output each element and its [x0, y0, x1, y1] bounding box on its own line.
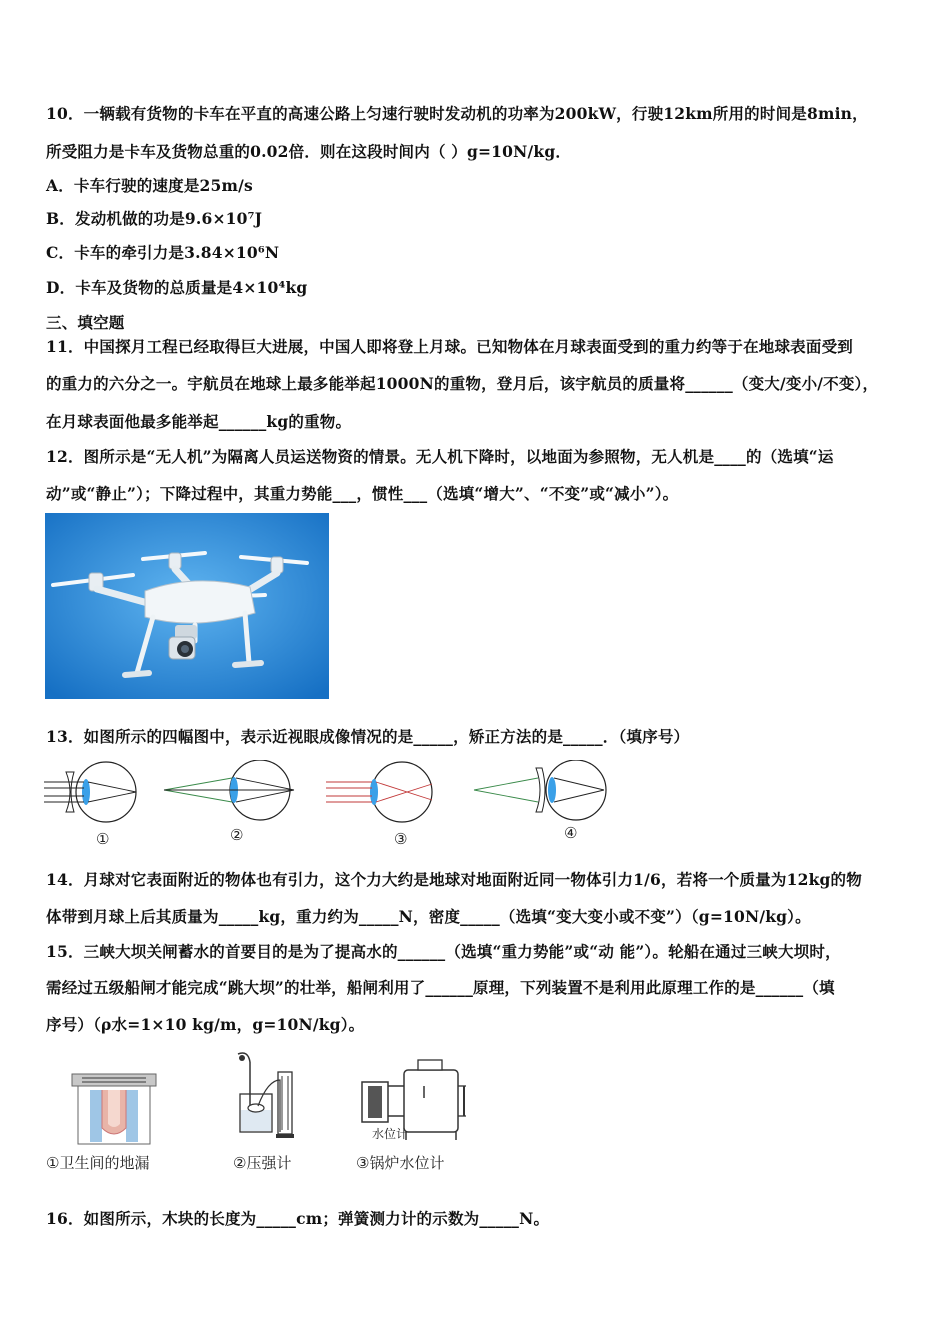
eye-diagram-4 — [474, 760, 606, 820]
q15-line2: 需经过五级船闸才能完成“跳大坝”的壮举，船闸利用了______原理，下列装置不是利用此原理工作的是______（填 — [46, 978, 835, 997]
q12-line2: 动”或“静止”）；下降过程中，其重力势能___，惯性___（选填“增大”、“不变”或“减小”）。 — [46, 484, 679, 503]
q10-option-a: A．卡车行驶的速度是25m/s — [46, 176, 253, 195]
eye-label-3: ③ — [394, 830, 408, 848]
pressure-gauge-figure — [228, 1050, 308, 1140]
q10-option-d: D．卡车及货物的总质量是4×10⁴kg — [46, 278, 308, 297]
boiler-gauge-figure — [358, 1056, 470, 1142]
q10-option-c: C．卡车的牵引力是3.84×10⁶N — [46, 243, 280, 262]
q10-option-b: B．发动机做的功是9.6×10⁷J — [46, 209, 263, 228]
eye-label-2: ② — [230, 826, 244, 844]
q11-line1: 11．中国探月工程已经取得巨大进展，中国人即将登上月球。已知物体在月球表面受到的重力约等于在地球表面受到 — [46, 337, 853, 356]
q13-line1: 13．如图所示的四幅图中，表示近视眼成像情况的是_____，矫正方法的是_____．（填序号） — [46, 727, 690, 746]
q10-line1: 10．一辆载有货物的卡车在平直的高速公路上匀速行驶时发动机的功率为200kW，行驶12km所用的时间是8min， — [46, 104, 868, 123]
water-gauge-label: 水位计 — [372, 1127, 409, 1141]
q14-line2: 体带到月球上后其质量为_____kg，重力约为_____N，密度_____（选填“变大变小或不变”）（g=10N/kg）。 — [46, 907, 811, 926]
q12-line1: 12．图所示是“无人机”为隔离人员运送物资的情景。无人机下降时，以地面为参照物，无人机是____的（选填“运 — [46, 447, 834, 466]
eye-label-4: ④ — [564, 824, 578, 842]
pressure-gauge-caption: ②压强计 — [233, 1154, 292, 1172]
q10-line2: 所受阻力是卡车及货物总重的0.02倍．则在这段时间内（ ）g=10N/kg． — [46, 142, 572, 161]
q15-line3: 序号）（ρ水=1×10 kg/m，g=10N/kg）。 — [46, 1015, 365, 1034]
q11-line2: 的重力的六分之一。宇航员在地球上最多能举起1000N的重物，登月后，该宇航员的质量将______（变大/变小/不变）， — [46, 374, 879, 393]
q11-line3: 在月球表面他最多能举起______kg的重物。 — [46, 412, 352, 431]
floor-drain-figure — [68, 1068, 160, 1148]
eye-diagram-2 — [164, 760, 294, 820]
q15-line1: 15．三峡大坝关闸蓄水的首要目的是为了提高水的______（选填“重力势能”或“动 能”）。轮船在通过三峡大坝时， — [46, 942, 841, 961]
eye-label-1: ① — [96, 830, 110, 848]
section-heading: 三、填空题 — [46, 313, 125, 332]
q16-line1: 16．如图所示，木块的长度为_____cm；弹簧测力计的示数为_____N。 — [46, 1209, 550, 1228]
eye-diagram-3 — [326, 762, 432, 822]
drone-image — [45, 513, 329, 699]
eye-diagrams — [44, 760, 614, 848]
floor-drain-caption: ①卫生间的地漏 — [46, 1154, 150, 1172]
boiler-gauge-caption: ③锅炉水位计 — [356, 1154, 445, 1172]
eye-diagram-1 — [44, 762, 136, 822]
q14-line1: 14．月球对它表面附近的物体也有引力，这个力大约是地球对地面附近同一物体引力1/6，若将一个质量为12kg的物 — [46, 870, 862, 889]
